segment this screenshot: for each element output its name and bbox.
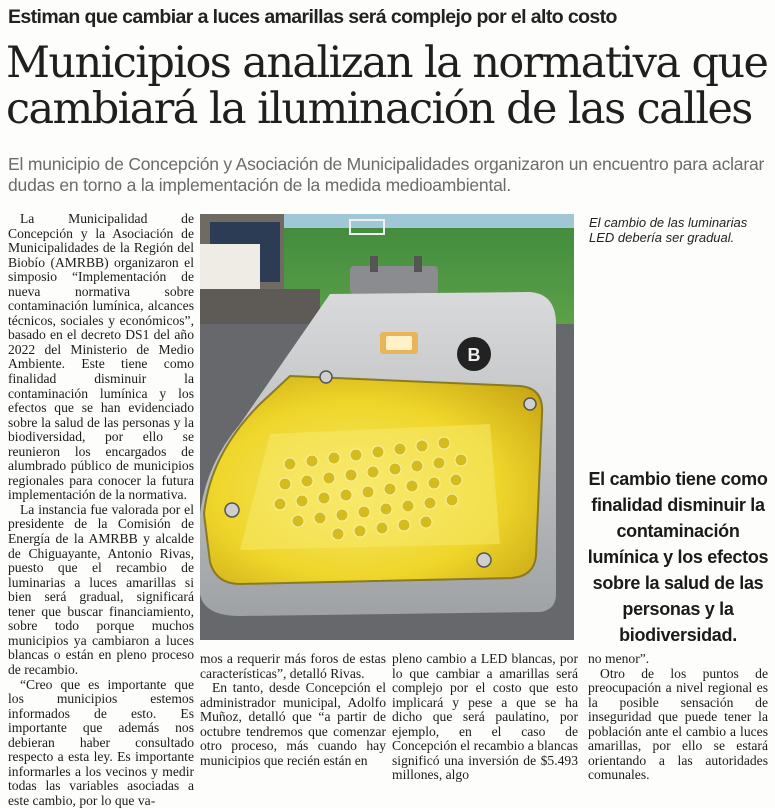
article-column-1 <box>8 212 194 808</box>
streetlight-illustration <box>200 214 574 640</box>
logo-letter: B <box>468 345 481 365</box>
paragraph: no menor”. <box>588 652 768 667</box>
article-column-3 <box>392 652 578 783</box>
paragraph: mos a requerir más foros de estas características”, detalló Rivas. <box>200 652 386 681</box>
photo-caption: El cambio de las luminarias LED debería ser gradual. <box>589 215 769 245</box>
paragraph: “Creo que es importante que los municipios estemos informados de esto. Es importante que además nos debieran haber consultado respecto a esta ley. Es importante informarles a los vecinos y medir todas las variables asociadas a este cambio, por lo que va- <box>8 678 194 808</box>
pull-quote: El cambio tiene como finalidad disminuir la contaminación lumínica y los efectos sobre la salud de las personas y la biodiversidad. <box>586 466 770 648</box>
paragraph: Otro de los puntos de preocupación a nivel regional es la posible sensación de inseguridad que puede tener la población ante el cambio a luces amarillas, por ello se estará orientando a las autoridades comunales. <box>588 667 768 783</box>
headline: Municipios analizan la normativa que cambiará la iluminación de las calles <box>6 40 771 132</box>
paragraph: La Municipalidad de Concepción y la Asociación de Municipalidades de la Región del Biobío (AMRBB) organizaron el simposio “Implementación de nueva normativa sobre contaminación lumínica, alcances técnicos, sociales y económicos”, basado en el decreto DS1 del año 2022 del Ministerio de Medio Ambiente. Este tiene como finalidad disminuir la contaminación lumínica y los efectos que se han evidenciado sobre la salud de las personas y la biodiversidad, por ello se reunieron los encargados de alumbrado público de municipios regionales para conocer la futura implementación de la normativa. <box>8 212 194 503</box>
streetlight-photo <box>200 214 574 640</box>
article-column-4 <box>588 652 768 783</box>
paragraph: En tanto, desde Concepción el administrador municipal, Adolfo Muñoz, detalló que “a partir de octubre tendremos que comenzar otro proceso, más cuando hay municipios que recién están en <box>200 681 386 768</box>
kicker: Estiman que cambiar a luces amarillas será complejo por el alto costo <box>8 6 768 29</box>
paragraph: La instancia fue valorada por el presidente de la Comisión de Energía de la AMRBB y alcalde de Chiguayante, Antonio Rivas, puesto que el recambio de luminarias a luces amarillas si bien será gradual, significará tener que buscar financiamiento, sobre todo porque muchos municipios ya cambiaron a luces blancas o están en pleno proceso de recambio. <box>8 503 194 678</box>
article-column-2 <box>200 652 386 768</box>
paragraph: pleno cambio a LED blancas, por lo que cambiar a amarillas será complejo por el costo que esto implicará y pese a que se ha dicho que será paulatino, por ejemplo, en el caso de Concepción el recambio a blancas significó una inversión de $5.493 millones, algo <box>392 652 578 783</box>
deck-subtitle: El municipio de Concepción y Asociación de Municipalidades organizaron un encuentro para aclarar dudas en torno a la implementación de la medida medioambiental. <box>8 154 770 196</box>
